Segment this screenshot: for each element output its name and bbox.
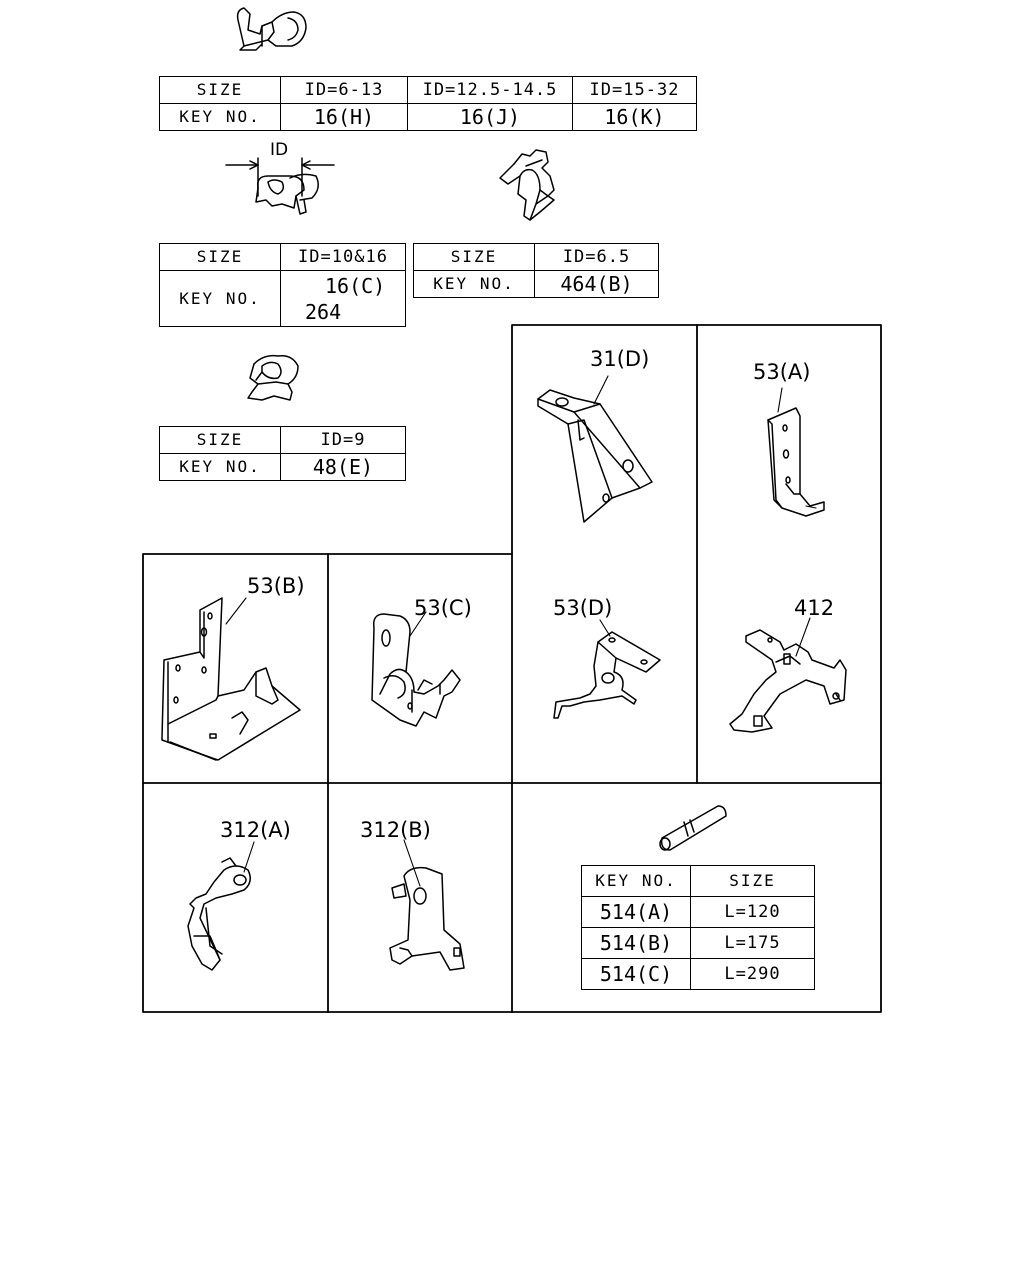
size-cell: ID=9 (281, 427, 406, 454)
size-header: SIZE (160, 77, 281, 104)
size-header: SIZE (160, 427, 281, 454)
clip-16c-drawing (226, 158, 334, 214)
clip-table-16-hjk (159, 76, 697, 131)
size-cell: L=290 (691, 959, 815, 990)
clip-464b-drawing (500, 150, 554, 220)
size-cell: ID=6-13 (281, 77, 408, 104)
clip-table-48e (159, 426, 406, 481)
key-no-cell: 514(B) (582, 928, 691, 959)
pipe-table-514 (581, 865, 815, 990)
key-no-cell: 16(K) (573, 104, 697, 131)
key-no-cell: 514(A) (582, 897, 691, 928)
part-label-412: 412 (794, 596, 835, 620)
size-cell: ID=15-32 (573, 77, 697, 104)
bracket-53b-drawing (162, 598, 300, 760)
size-cell: ID=6.5 (535, 244, 659, 271)
size-cell: L=175 (691, 928, 815, 959)
part-label-53b: 53(B) (247, 574, 305, 598)
key-no-header: KEY NO. (160, 271, 281, 327)
key-no-cell: 16(H) (281, 104, 408, 131)
size-cell: L=120 (691, 897, 815, 928)
bracket-53c-drawing (372, 612, 460, 726)
key-no-cell: 16(J) (408, 104, 573, 131)
part-312a-drawing (188, 842, 254, 970)
clip-16-hjk-drawing (238, 8, 306, 50)
bracket-53a-drawing (768, 388, 824, 516)
id-dimension-label: ID (270, 140, 289, 160)
part-label-312b: 312(B) (360, 818, 431, 842)
key-no-cell: 514(C) (582, 959, 691, 990)
clip-table-16c (159, 243, 406, 327)
key-no-value: 16(C) (325, 273, 386, 298)
size-header: SIZE (691, 866, 815, 897)
part-label-53d: 53(D) (553, 596, 613, 620)
bracket-31d-drawing (538, 376, 652, 522)
key-no-header: KEY NO. (160, 104, 281, 131)
key-no-cell: 48(E) (281, 454, 406, 481)
size-cell: ID=10&16 (281, 244, 406, 271)
part-label-53c: 53(C) (414, 596, 472, 620)
size-cell: ID=12.5-14.5 (408, 77, 573, 104)
size-header: SIZE (414, 244, 535, 271)
size-header: SIZE (160, 244, 281, 271)
key-no-value: 264 (305, 299, 342, 324)
key-no-header: KEY NO. (582, 866, 691, 897)
part-312b-drawing (390, 840, 464, 970)
key-no-cell (281, 271, 406, 327)
clip-48e-drawing (248, 356, 298, 400)
part-label-312a: 312(A) (220, 818, 291, 842)
bracket-412-drawing (730, 618, 846, 732)
key-no-header: KEY NO. (160, 454, 281, 481)
bracket-53d-drawing (554, 620, 660, 718)
pipe-514-drawing (660, 806, 726, 850)
clip-table-464b (413, 243, 659, 298)
part-label-53a: 53(A) (753, 360, 811, 384)
key-no-header: KEY NO. (414, 271, 535, 298)
part-label-31d: 31(D) (590, 347, 650, 371)
key-no-cell: 464(B) (535, 271, 659, 298)
